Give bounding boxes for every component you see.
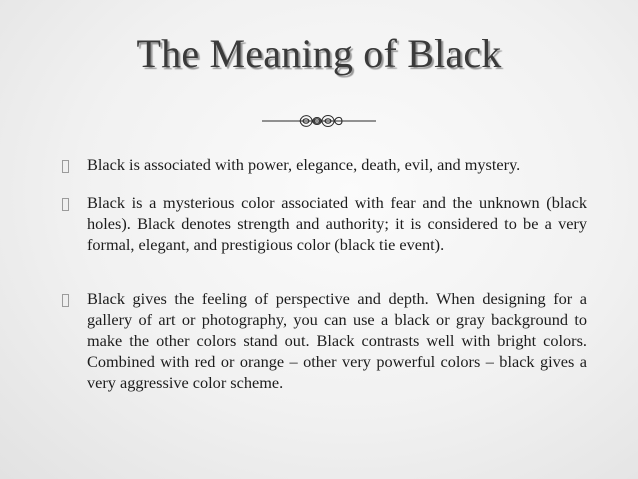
bullet-text: Black gives the feeling of perspective and depth. When designing for a gallery of art or photography, you can use a black or gray background to make the other colors stand out. Black contrasts well with bright colors. Combined with red or orange – other very powerful colors – black gives a very aggressive color scheme.	[87, 289, 587, 392]
bullet-text: Black is a mysterious color associated with fear and the unknown (black holes). Black denotes strength and authority; it is considered to be a very formal, elegant, and prestigious color (black tie event).	[87, 193, 587, 254]
slide-title: The Meaning of Black	[136, 31, 502, 76]
bullet-marker-icon	[62, 160, 69, 173]
bullet-marker-icon	[62, 294, 69, 307]
flourish-divider-icon	[262, 111, 376, 131]
bullet-marker-icon	[62, 198, 69, 211]
bullet-text: Black is associated with power, elegance, death, evil, and mystery.	[87, 155, 521, 174]
